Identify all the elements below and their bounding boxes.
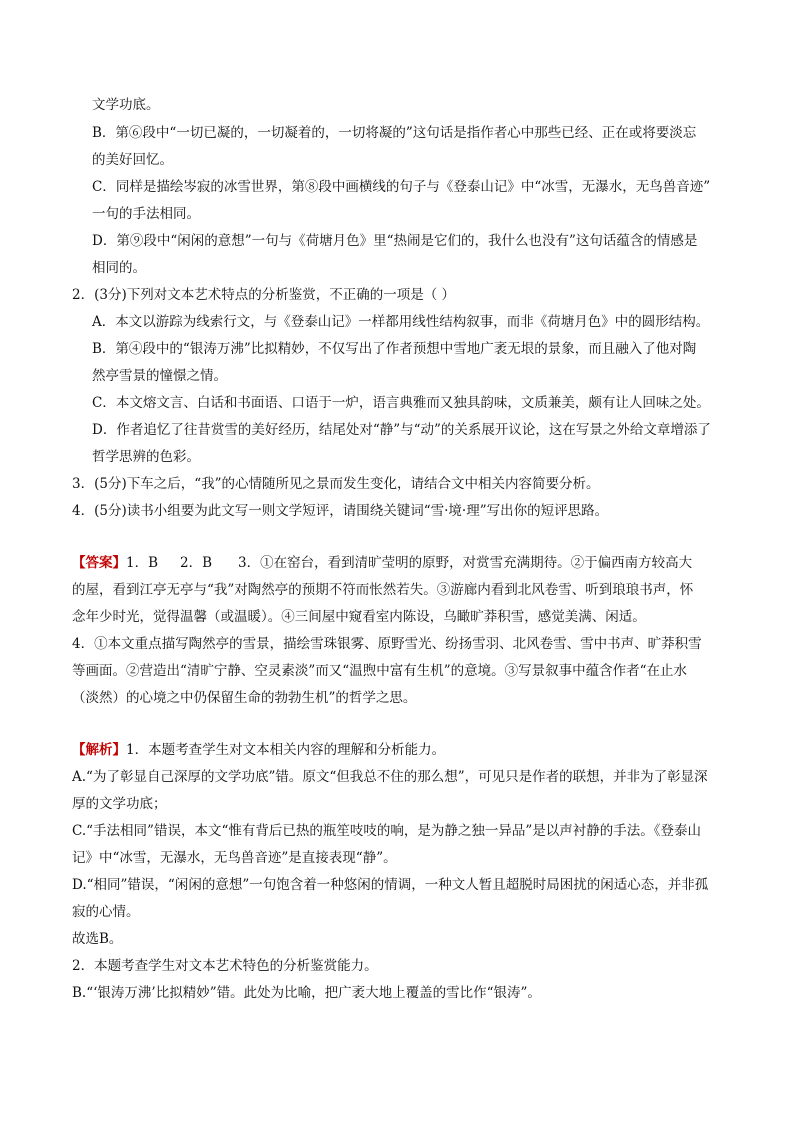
q2-option-a: A．本文以游踪为线索行文，与《登泰山记》一样都用线性结构叙事，而非《荷塘月色》中的圆形结构。 bbox=[92, 314, 710, 330]
answer-1: 1．B bbox=[126, 555, 159, 571]
analysis-1-intro: 1．本题考查学生对文本相关内容的理解和分析能力。 bbox=[126, 742, 446, 758]
analysis-2-intro: 2．本题考查学生对文本艺术特色的分析鉴赏能力。 bbox=[72, 958, 378, 974]
q1-option-d-cont: 相同的。 bbox=[92, 260, 146, 276]
q2-option-d: D．作者追忆了往昔赏雪的美好经历，结尾处对“静”与“动”的关系展开议论，这在写景之外给文章增添了 bbox=[92, 422, 711, 438]
analysis-line-1 bbox=[72, 740, 445, 760]
q2-stem: 2．(3分)下列对文本艺术特点的分析鉴赏，不正确的一项是（ ） bbox=[72, 287, 456, 303]
q2-option-b: B．第④段中的“银涛万沸”比拟精妙，不仅写出了作者预想中雪地广袤无垠的景象，而且融入了他对陶 bbox=[92, 341, 697, 357]
q3-stem: 3．(5分)下车之后，“我”的心情随所见之景而发生变化，请结合文中相关内容简要分析。 bbox=[72, 476, 600, 492]
answer-4: 4．①本文重点描写陶然亭的雪景，描绘雪珠银雾、原野雪光、纷扬雪羽、北风卷雪、雪中书声、旷莽积雪 bbox=[72, 636, 702, 652]
analysis-a: A.“为了彰显自己深厚的文学功底”错。原文“但我总不住的那么想”，可见只是作者的联想，并非为了彰显深 bbox=[72, 769, 708, 785]
q1-option-b: B．第⑥段中“一切已凝的，一切凝着的，一切将凝的”这句话是指作者心中那些已经、正在或将要淡忘 bbox=[92, 125, 697, 141]
answer-3-cont-2: 念年少时光，觉得温馨（或温暖）。④三间屋中窥看室内陈设，乌瞰旷莽积雪，感觉美满、闲适。 bbox=[72, 609, 646, 625]
q1-option-a-tail: 文学功底。 bbox=[92, 97, 160, 113]
answer-4-cont-1: 等画面。②营造出“清旷宁静、空灵素淡”而又“温煦中富有生机”的意境。③写景叙事中蕴含作者“在止水 bbox=[72, 663, 688, 679]
q1-option-c-cont: 一句的手法相同。 bbox=[92, 206, 200, 222]
q2-option-d-cont: 哲学思辨的色彩。 bbox=[92, 449, 200, 465]
q1-option-b-cont: 的美好回忆。 bbox=[92, 152, 173, 168]
answer-line-1 bbox=[72, 553, 692, 573]
analysis-c: C.“手法相同”错误，本文“惟有背后已热的瓶笙吱吱的响，是为静之独一异品”是以声衬静的手法。《登泰山 bbox=[72, 823, 701, 839]
q2-option-b-cont: 然亭雪景的憧憬之情。 bbox=[92, 368, 227, 384]
answer-2: 2．B bbox=[180, 555, 213, 571]
analysis-d-cont: 寂的心情。 bbox=[72, 904, 140, 920]
q1-option-c: C．同样是描绘岑寂的冰雪世界，第⑧段中画横线的句子与《登泰山记》中“冰雪，无瀑水，无鸟兽音迹” bbox=[92, 179, 711, 195]
analysis-c-cont: 记》中“冰雪，无瀑水，无鸟兽音迹”是直接表现“静”。 bbox=[72, 850, 397, 866]
analysis-tag: 【解析】 bbox=[72, 742, 126, 758]
answer-3-cont-1: 的屋，看到江亭无亭与“我”对陶然亭的预期不符而怅然若失。③游廊内看到北风卷雪、听到琅琅书声，怀 bbox=[72, 582, 694, 598]
q2-option-c: C．本文熔文言、白话和书面语、口语于一炉，语言典雅而又独具韵味，文质兼美，颇有让人回味之处。 bbox=[92, 395, 710, 411]
answer-tag: 【答案】 bbox=[72, 555, 126, 571]
q4-stem: 4．(5分)读书小组要为此文写一则文学短评，请围绕关键词“雪·境·理”写出你的短评思路。 bbox=[72, 503, 609, 519]
analysis-d: D.“相同”错误，“闲闲的意想”一句饱含着一种悠闲的情调，一种文人暂且超脱时局困扰的闲适心态，并非孤 bbox=[72, 877, 709, 893]
analysis-conclusion: 故选B。 bbox=[72, 931, 123, 947]
analysis-a-cont: 厚的文学功底； bbox=[72, 796, 167, 812]
answer-4-cont-2: （淡然）的心境之中仍保留生命的勃勃生机”的哲学之思。 bbox=[72, 690, 417, 706]
analysis-2-b: B.“‘银涛万沸’比拟精妙”错。此处为比喻，把广袤大地上覆盖的雪比作“银涛”。 bbox=[72, 985, 541, 1001]
q1-option-d: D．第⑨段中“闲闲的意想”一句与《荷塘月色》里“热闹是它们的，我什么也没有”这句话蕴含的情感是 bbox=[92, 233, 698, 249]
answer-3: 3．①在窑台，看到清旷莹明的原野，对赏雪充满期待。②于偏西南方较高大 bbox=[238, 555, 693, 571]
